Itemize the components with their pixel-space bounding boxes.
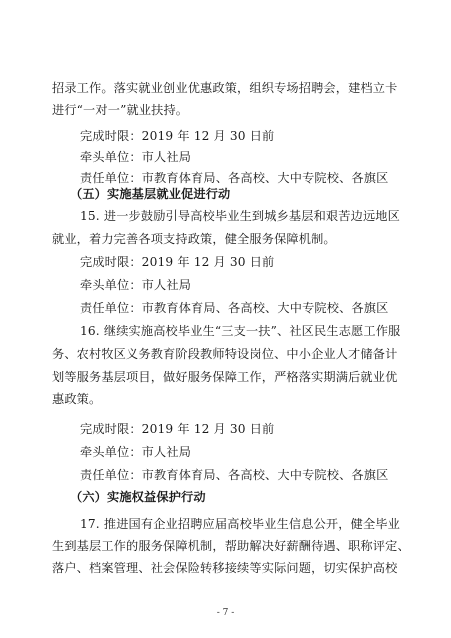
deadline-line: 完成时限：2019 年 12 月 30 日前 <box>80 255 275 269</box>
item-15-line-2: 就业，着力完善各项支持政策，健全服务保障机制。 <box>52 232 336 246</box>
responsible-unit-line: 责任单位：市教育体育局、各高校、大中专院校、各旗区 <box>80 171 389 185</box>
deadline-line: 完成时限：2019 年 12 月 30 日前 <box>80 422 275 436</box>
lead-unit-line: 牵头单位：市人社局 <box>80 445 192 459</box>
lead-unit-line: 牵头单位：市人社局 <box>80 150 192 164</box>
item-17-line-2: 生到基层工作的服务保障机制，帮助解决好薪酬待遇、职称评定、 <box>52 539 410 553</box>
text-line-2: 进行“一对一”就业扶持。 <box>52 103 189 117</box>
item-17-line-1: 17. 推进国有企业招聘应届高校毕业生信息公开，健全毕业 <box>80 517 400 531</box>
section-heading-5: （五）实施基层就业促进行动 <box>70 187 231 201</box>
item-16-line-4: 惠政策。 <box>52 392 102 406</box>
text-line-1: 招录工作。落实就业创业优惠政策，组织专场招聘会，建档立卡 <box>52 81 398 95</box>
item-16-line-3: 划等服务基层项目，做好服务保障工作，严格落实期满后就业优 <box>52 370 398 384</box>
lead-unit-line: 牵头单位：市人社局 <box>80 278 192 292</box>
item-16-line-2: 务、农村牧区义务教育阶段教师特设岗位、中小企业人才储备计 <box>52 347 398 361</box>
item-15-line-1: 15. 进一步鼓励引导高校毕业生到城乡基层和艰苦边远地区 <box>80 209 400 223</box>
deadline-line: 完成时限：2019 年 12 月 30 日前 <box>80 129 275 143</box>
item-17-line-3: 落户、档案管理、社会保险转移接续等实际问题，切实保护高校 <box>52 561 398 575</box>
section-heading-6: （六）实施权益保护行动 <box>70 490 206 504</box>
responsible-unit-line: 责任单位：市教育体育局、各高校、大中专院校、各旗区 <box>80 468 389 482</box>
item-16-line-1: 16. 继续实施高校毕业生“三支一扶”、社区民生志愿工作服 <box>80 324 401 338</box>
page-number: - 7 - <box>216 608 235 618</box>
responsible-unit-line: 责任单位：市教育体育局、各高校、大中专院校、各旗区 <box>80 301 389 315</box>
